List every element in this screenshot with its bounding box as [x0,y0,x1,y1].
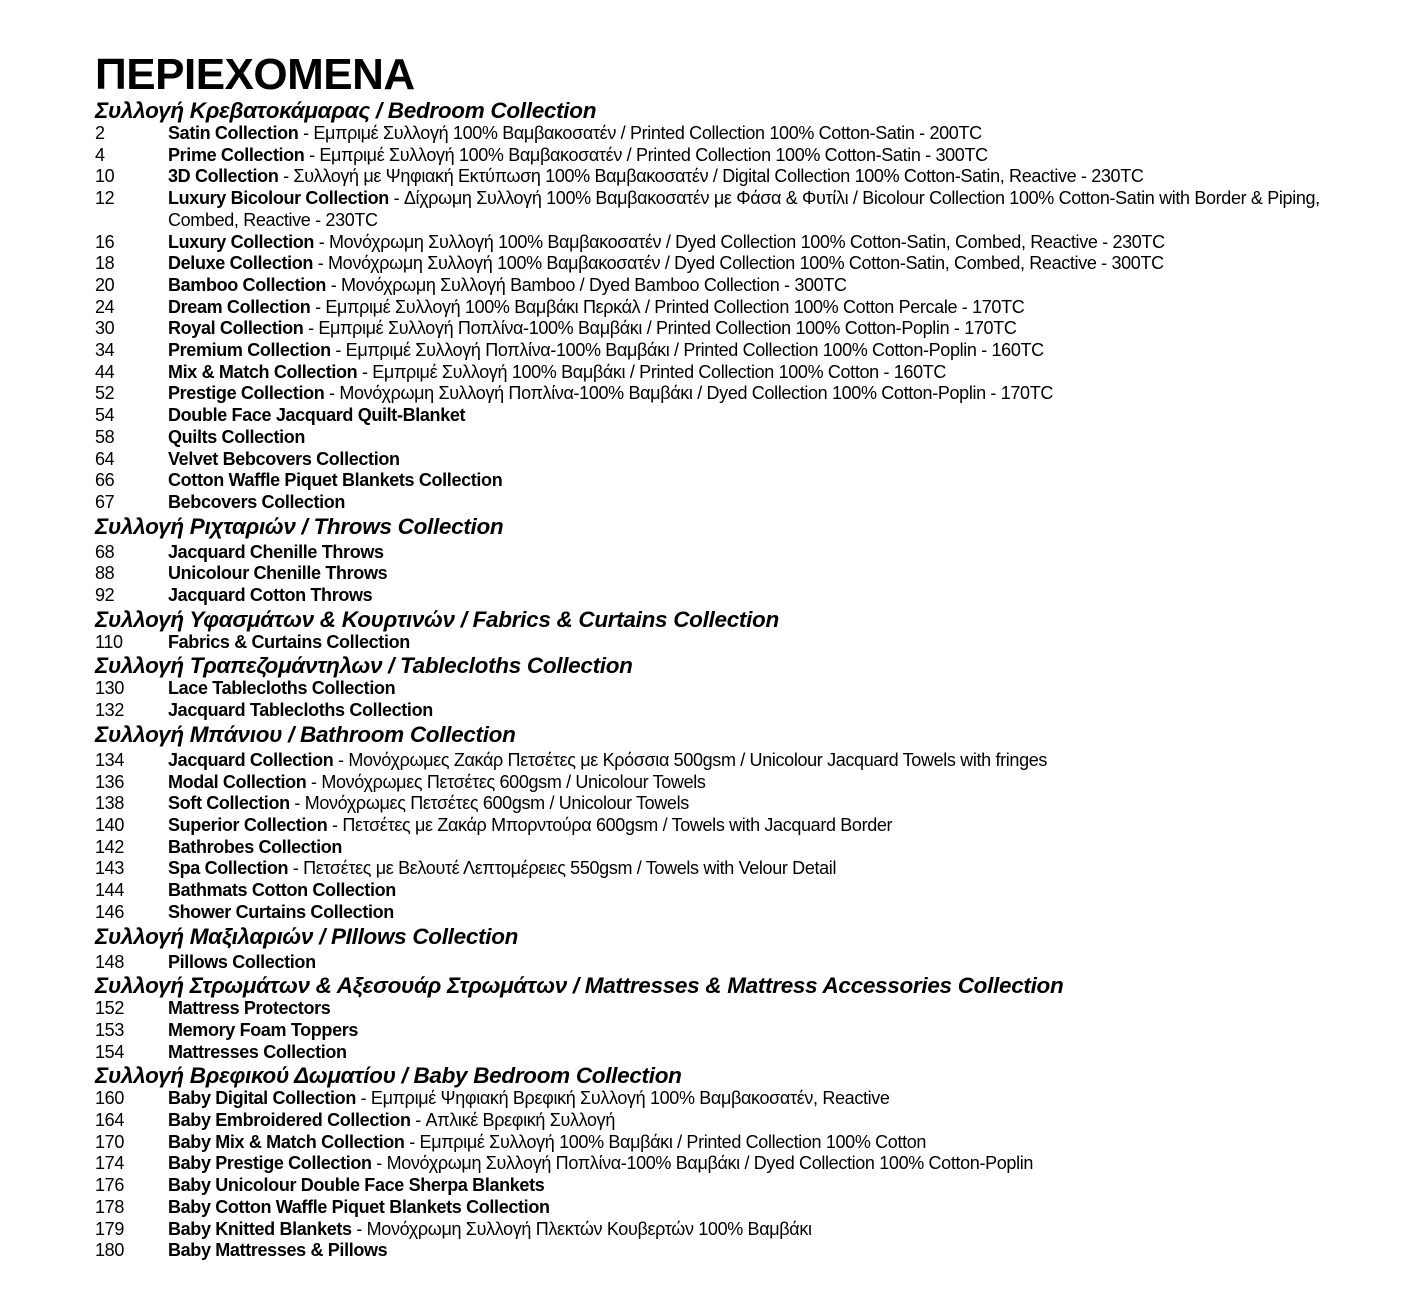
page-number: 179 [95,1218,124,1239]
collection-name: Memory Foam Toppers [168,1019,359,1040]
collection-name: Baby Embroidered Collection [168,1110,411,1131]
collection-description: - Μονόχρωμη Συλλογή Ποπλίνα-100% Βαμβάκι / Dyed Collection 100% Cotton-Poplin - 170TC [324,383,1054,404]
entry-text [168,772,1418,794]
toc-entry [95,1153,1418,1175]
collection-description: - Μονόχρωμες Ζακάρ Πετσέτες με Κρόσσια 500gsm / Unicolour Jacquard Towels with fringes [333,749,1048,770]
section-heading: Συλλογή Ριχταριών / Throws Collection [95,513,504,539]
entry-text [168,750,1418,772]
collection-name: Dream Collection [168,296,311,317]
toc-entry [95,858,1418,880]
section-entries [95,750,1418,924]
entry-text [168,232,1418,254]
collection-name: Luxury Collection [168,231,315,252]
page-number: 44 [95,361,115,382]
page-number: 164 [95,1110,124,1131]
collection-name: Jacquard Collection [168,749,334,770]
collection-name: Baby Prestige Collection [168,1153,372,1174]
entry-text [168,1042,1418,1064]
entry-text [168,952,1418,974]
collection-description: - Εμπριμέ Ψηφιακή Βρεφική Συλλογή 100% Βαμβακοσατέν, Reactive [355,1088,890,1109]
collection-name: Baby Digital Collection [168,1088,356,1109]
collection-name: Soft Collection [168,793,290,814]
section-heading: Συλλογή Υφασμάτων & Κουρτινών / Fabrics & Curtains Collection [95,606,779,632]
page-number: 144 [95,880,124,901]
collection-description: - Μονόχρωμη Συλλογή Ποπλίνα-100% Βαμβάκι / Dyed Collection 100% Cotton-Poplin [371,1153,1034,1174]
page-number: 20 [95,274,115,295]
page-number: 132 [95,700,124,721]
section-entries [95,1088,1418,1262]
page-number: 154 [95,1041,124,1062]
collection-description: - Πετσέτες με Ζακάρ Μπορντούρα 600gsm / Towels with Jacquard Border [327,814,893,835]
collection-description: - Εμπριμέ Συλλογή 100% Βαμβακοσατέν / Printed Collection 100% Cotton-Satin - 300TC [304,144,988,165]
collection-name: Mattresses Collection [168,1041,347,1062]
table-of-contents [95,98,1418,1262]
page-number: 16 [95,231,115,252]
toc-entry [95,952,1418,974]
entry-text [168,188,1348,231]
page-number: 152 [95,998,124,1019]
collection-name: Double Face Jacquard Quilt-Blanket [168,405,466,426]
page-number: 12 [95,188,115,209]
collection-name: Jacquard Tablecloths Collection [168,700,433,721]
page-number: 142 [95,836,124,857]
toc-entry [95,1042,1418,1064]
entry-text [168,253,1418,275]
collection-name: Baby Unicolour Double Face Sherpa Blankets [168,1175,545,1196]
entry-text [168,297,1418,319]
page-number: 180 [95,1240,124,1261]
collection-name: Prestige Collection [168,383,325,404]
entry-text [168,1197,1418,1219]
entry-text [168,632,1418,654]
toc-entry [95,297,1418,319]
collection-name: Mix & Match Collection [168,361,358,382]
section-heading: Συλλογή Στρωμάτων & Αξεσουάρ Στρωμάτων / Mattresses & Mattress Accessories Collection [95,973,1064,999]
collection-name: Unicolour Chenille Throws [168,563,388,584]
document-title: ΠΕΡΙΕΧΟΜΕΝΑ [95,50,415,99]
entry-text [168,563,1418,585]
toc-entry [95,470,1418,492]
collection-description: - Μονόχρωμες Πετσέτες 600gsm / Unicolour Towels [289,793,689,814]
entry-text [168,1153,1418,1175]
entry-text [168,1175,1418,1197]
collection-description: - Συλλογή με Ψηφιακή Εκτύπωση 100% Βαμβακοσατέν / Digital Collection 100% Cotton-Satin, Reactive - 230TC [278,166,1144,187]
collection-name: Superior Collection [168,814,328,835]
toc-entry [95,678,1418,700]
page-number: 54 [95,405,115,426]
toc-entry [95,815,1418,837]
entry-text [168,793,1418,815]
toc-entry [95,253,1418,275]
section-entries [95,952,1418,974]
page-number: 10 [95,166,115,187]
toc-entry [95,700,1418,722]
page-number: 138 [95,793,124,814]
toc-entry [95,902,1418,924]
page-number: 174 [95,1153,124,1174]
page-number: 18 [95,253,115,274]
section-heading: Συλλογή Κρεβατοκάμαρας / Bedroom Collection [95,98,597,123]
toc-entry [95,166,1418,188]
toc-entry [95,1088,1418,1110]
entry-text [168,1219,1418,1241]
entry-text [168,1132,1418,1154]
entry-text [168,902,1418,924]
entry-text [168,449,1418,471]
page-number: 52 [95,383,115,404]
toc-entry [95,123,1418,145]
toc-entry [95,1219,1418,1241]
entry-text [168,815,1418,837]
collection-name: Spa Collection [168,858,289,879]
page-number: 58 [95,426,115,447]
collection-description: - Μονόχρωμη Συλλογή Πλεκτών Κουβερτών 100% Βαμβάκι [351,1218,812,1239]
page-number: 160 [95,1088,124,1109]
page-number: 146 [95,901,124,922]
toc-entry [95,188,1418,231]
collection-name: Mattress Protectors [168,998,331,1019]
collection-name: Bebcovers Collection [168,491,346,512]
toc-entry [95,362,1418,384]
toc-entry [95,1110,1418,1132]
entry-text [168,383,1418,405]
collection-name: Bathrobes Collection [168,836,343,857]
collection-description: - Εμπριμέ Συλλογή 100% Βαμβάκι / Printed Collection 100% Cotton - 160TC [357,361,947,382]
collection-name: Cotton Waffle Piquet Blankets Collection [168,470,503,491]
toc-entry [95,542,1418,564]
entry-text [168,998,1418,1020]
page-number: 143 [95,858,124,879]
entry-text [168,145,1418,167]
toc-entry [95,275,1418,297]
toc-entry [95,880,1418,902]
page-number: 153 [95,1019,124,1040]
entry-text [168,492,1418,514]
section-entries [95,998,1418,1063]
toc-entry [95,427,1418,449]
collection-name: Baby Mix & Match Collection [168,1131,405,1152]
collection-name: Premium Collection [168,340,331,361]
toc-entry [95,492,1418,514]
toc-entry [95,585,1418,607]
toc-entry [95,145,1418,167]
toc-entry [95,405,1418,427]
page-number: 92 [95,585,115,606]
page-number: 67 [95,491,115,512]
entry-text [168,470,1418,492]
page-number: 4 [95,144,105,165]
entry-text [168,123,1418,145]
collection-description: - Δίχρωμη Συλλογή 100% Βαμβακοσατέν με Φάσα & Φυτίλι / Bicolour Collection 100% Cotton-Satin with Border & Piping, Combed, Reactive - 230TC [168,188,1320,230]
entry-text [168,166,1418,188]
section-entries [95,542,1418,607]
collection-name: Bathmats Cotton Collection [168,880,396,901]
toc-entry [95,632,1418,654]
toc-entry [95,1132,1418,1154]
page-number: 2 [95,123,105,143]
toc-entry [95,232,1418,254]
collection-name: Modal Collection [168,771,307,792]
entry-text [168,275,1418,297]
entry-text [168,542,1418,564]
collection-name: Deluxe Collection [168,253,314,274]
collection-name: Baby Cotton Waffle Piquet Blankets Collection [168,1196,550,1217]
page-number: 178 [95,1196,124,1217]
collection-description: - Εμπριμέ Συλλογή Ποπλίνα-100% Βαμβάκι / Printed Collection 100% Cotton-Poplin - 170TC [303,318,1017,339]
entry-text [168,585,1418,607]
section-entries [95,678,1418,721]
collection-name: Luxury Bicolour Collection [168,188,389,209]
collection-description: - Εμπριμέ Συλλογή 100% Βαμβάκι Περκάλ / Printed Collection 100% Cotton Percale - 170TC [310,296,1025,317]
collection-description: - Πετσέτες με Βελουτέ Λεπτομέρειες 550gsm / Towels with Velour Detail [288,858,837,879]
toc-entry [95,998,1418,1020]
toc-entry [95,383,1418,405]
entry-text [168,700,1418,722]
toc-entry [95,1175,1418,1197]
page-number: 34 [95,340,115,361]
toc-entry [95,1240,1418,1262]
page-number: 30 [95,318,115,339]
collection-name: Lace Tablecloths Collection [168,678,396,699]
collection-name: Baby Mattresses & Pillows [168,1240,388,1261]
collection-name: Baby Knitted Blankets [168,1218,352,1239]
toc-entry [95,750,1418,772]
toc-entry [95,318,1418,340]
entry-text [168,1088,1418,1110]
entry-text [168,837,1418,859]
collection-name: Bamboo Collection [168,274,327,295]
page-number: 170 [95,1131,124,1152]
section-entries [95,632,1418,654]
collection-description: - Εμπριμέ Συλλογή Ποπλίνα-100% Βαμβάκι / Printed Collection 100% Cotton-Poplin - 160TC [330,340,1044,361]
page-number: 68 [95,541,115,562]
page-number: 64 [95,448,115,469]
page-number: 136 [95,771,124,792]
collection-name: Velvet Bebcovers Collection [168,448,400,469]
collection-name: Royal Collection [168,318,304,339]
collection-name: Jacquard Chenille Throws [168,541,384,562]
toc-entry [95,449,1418,471]
entry-text [168,880,1418,902]
section-entries [95,123,1418,514]
entry-text [168,318,1418,340]
entry-text [168,340,1418,362]
collection-description: - Εμπριμέ Συλλογή 100% Βαμβάκι / Printed Collection 100% Cotton [404,1131,927,1152]
collection-name: Fabrics & Curtains Collection [168,631,410,652]
page-number: 110 [95,631,123,652]
entry-text [168,1110,1418,1132]
collection-description: - Απλικέ Βρεφική Συλλογή [410,1110,615,1131]
entry-text [168,1240,1418,1262]
entry-text [168,1020,1418,1042]
collection-name: Pillows Collection [168,951,316,972]
page-number: 130 [95,678,124,699]
collection-description: - Εμπριμέ Συλλογή 100% Βαμβακοσατέν / Printed Collection 100% Cotton-Satin - 200TC [298,123,982,143]
collection-name: 3D Collection [168,166,279,187]
section-heading: Συλλογή Μαξιλαριών / PIllows Collection [95,923,519,949]
page-number: 66 [95,470,115,491]
toc-entry [95,340,1418,362]
collection-description: - Μονόχρωμη Συλλογή Bamboo / Dyed Bamboo Collection - 300TC [326,274,847,295]
entry-text [168,858,1418,880]
section-heading: Συλλογή Τραπεζομάντηλων / Tablecloths Collection [95,653,633,679]
section-heading: Συλλογή Βρεφικού Δωματίου / Baby Bedroom Collection [95,1063,682,1089]
collection-description: - Μονόχρωμη Συλλογή 100% Βαμβακοσατέν / Dyed Collection 100% Cotton-Satin, Combed, Reactive - 300TC [313,253,1164,274]
section-heading: Συλλογή Μπάνιου / Bathroom Collection [95,721,516,747]
page-number: 140 [95,814,124,835]
collection-name: Jacquard Cotton Throws [168,585,373,606]
collection-name: Prime Collection [168,144,305,165]
entry-text [168,678,1418,700]
collection-description: - Μονόχρωμη Συλλογή 100% Βαμβακοσατέν / Dyed Collection 100% Cotton-Satin, Combed, Reactive - 230TC [314,231,1165,252]
toc-entry [95,793,1418,815]
toc-entry [95,837,1418,859]
entry-text [168,362,1418,384]
toc-entry [95,772,1418,794]
collection-name: Shower Curtains Collection [168,901,394,922]
page-number: 176 [95,1175,124,1196]
page-number: 148 [95,951,124,972]
page-number: 88 [95,563,115,584]
collection-name: Quilts Collection [168,426,306,447]
collection-description: - Μονόχρωμες Πετσέτες 600gsm / Unicolour Towels [306,771,706,792]
page-number: 24 [95,296,115,317]
page-number: 134 [95,749,124,770]
toc-entry [95,563,1418,585]
collection-name: Satin Collection [168,123,299,143]
entry-text [168,427,1418,449]
toc-entry [95,1020,1418,1042]
entry-text [168,405,1418,427]
toc-entry [95,1197,1418,1219]
